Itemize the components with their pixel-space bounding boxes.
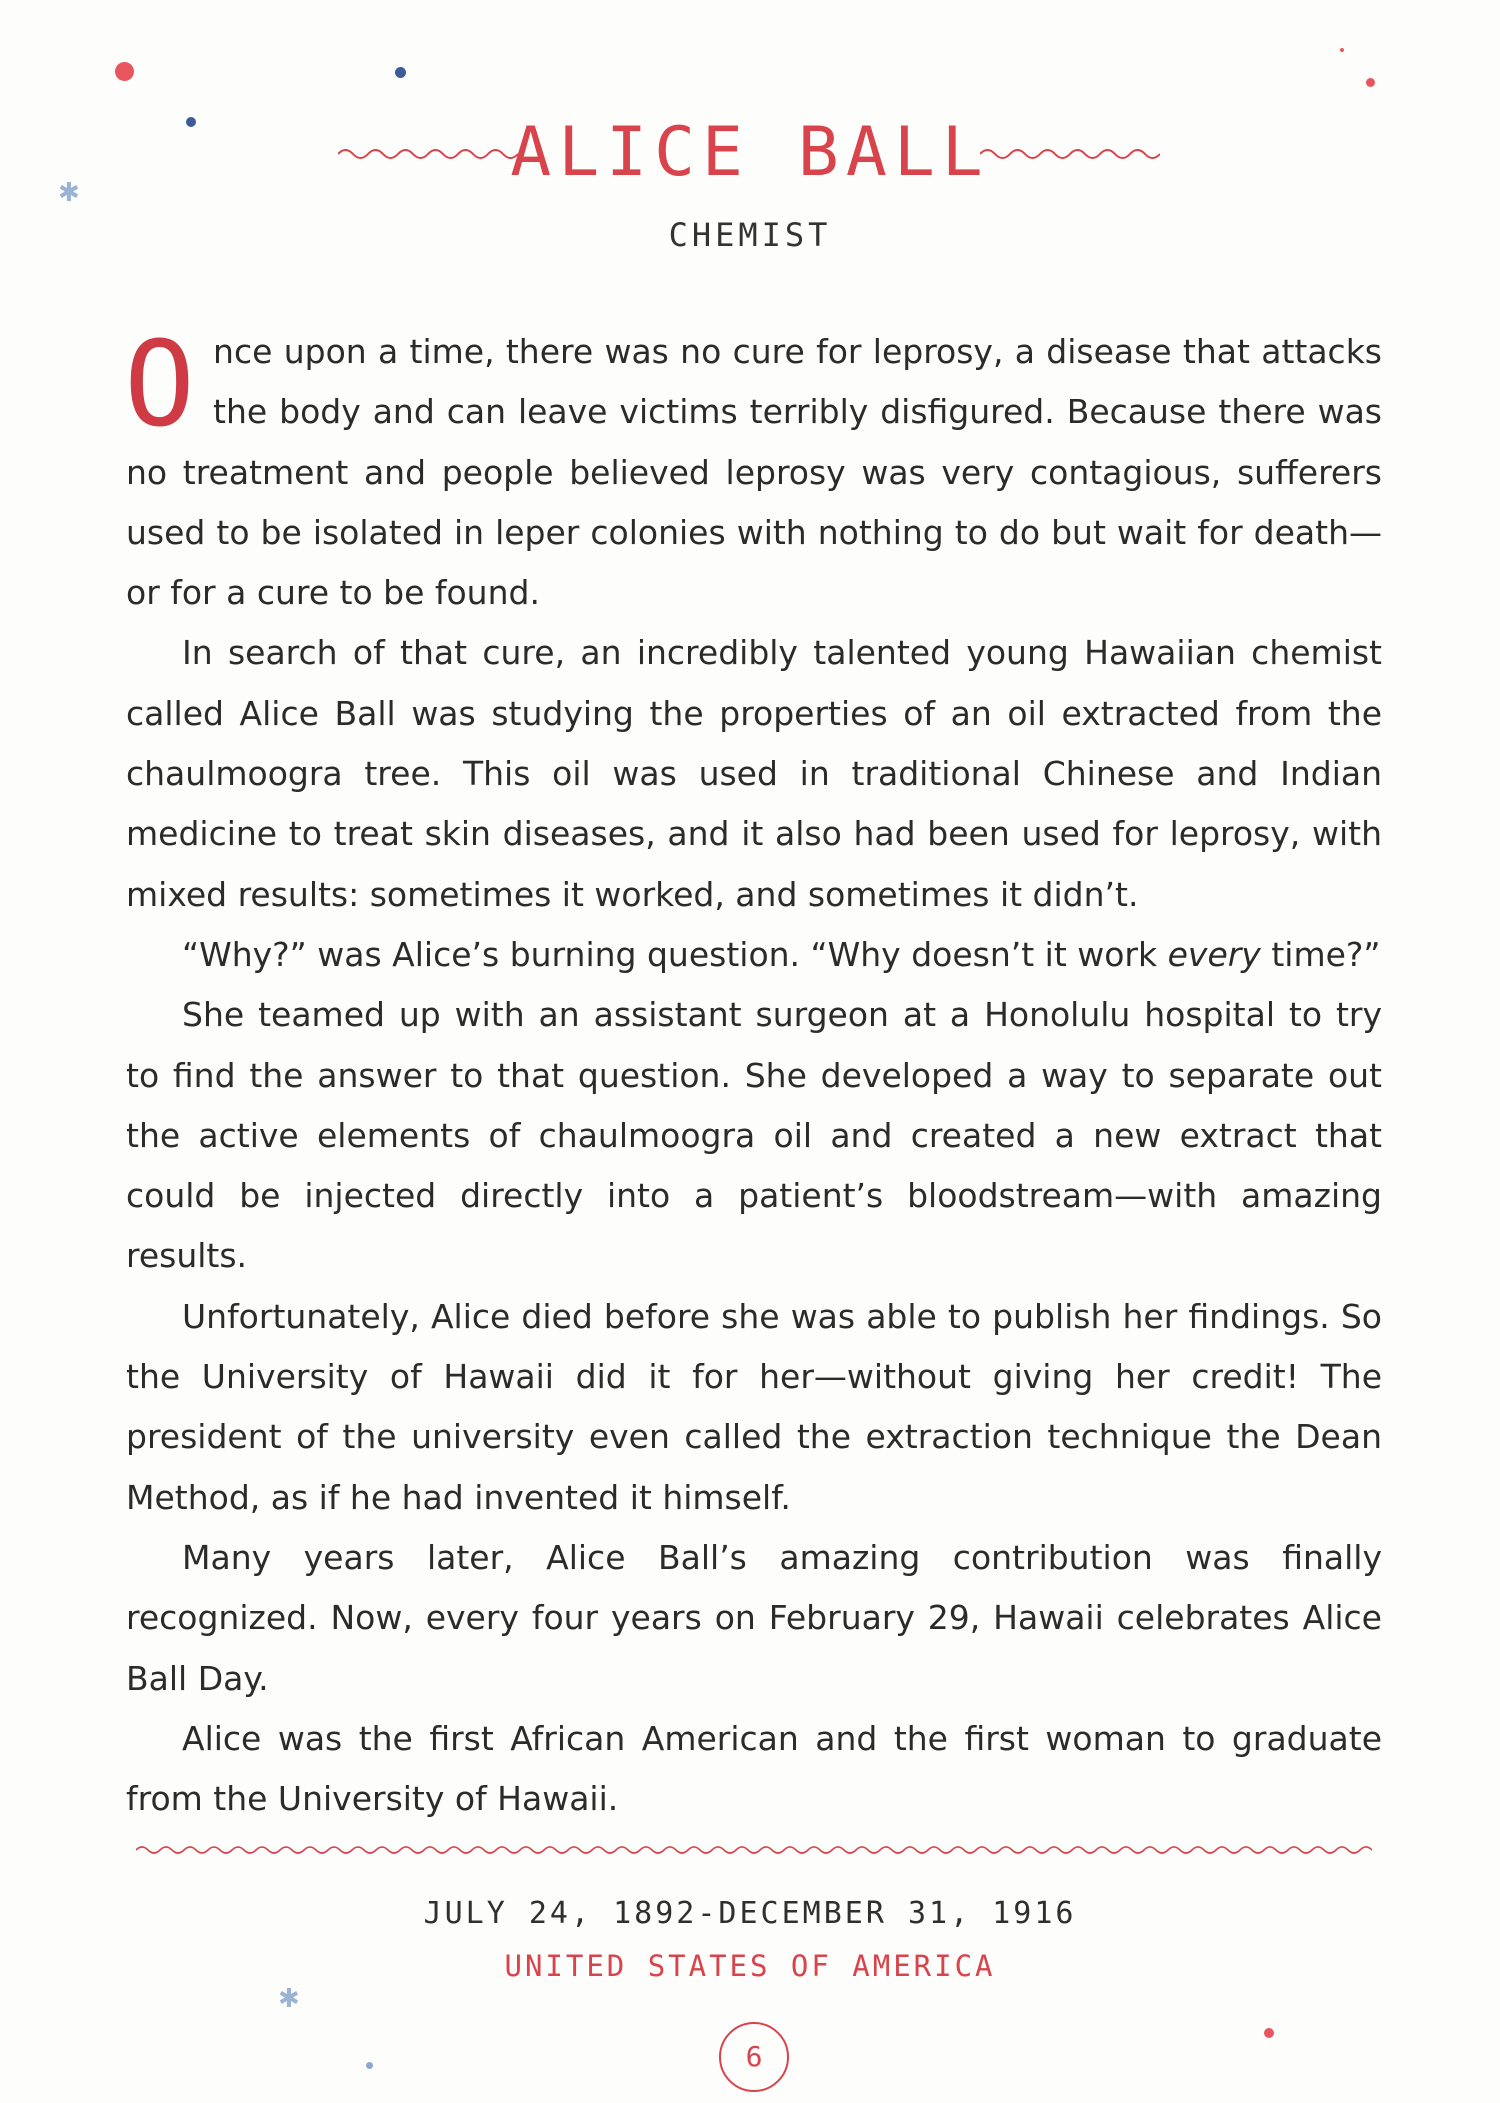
confetti-star-icon: ✱ — [278, 1984, 300, 2014]
title-squiggle-left — [338, 144, 518, 164]
confetti-dot-red — [1340, 48, 1344, 52]
confetti-dot-red — [1366, 78, 1375, 87]
confetti-dot-red — [115, 62, 134, 81]
profession-subtitle: CHEMIST — [668, 216, 832, 254]
title-squiggle-right — [980, 144, 1160, 164]
drop-cap: O — [124, 315, 196, 453]
paragraph-6: Many years later, Alice Ball’s amazing contribution was finally recognized. Now, every four years on February 29, Hawaii celebrates Alice Ball Day. — [126, 1537, 1382, 1698]
title-row — [0, 108, 1500, 198]
page-number: 6 — [719, 2022, 789, 2092]
biography-text — [124, 315, 1382, 1829]
confetti-dot-blue — [395, 67, 406, 78]
paragraph-5: Unfortunately, Alice died before she was able to publish her findings. So the University of Hawaii did it for her—without giving her credit! The president of the university even called the extraction technique the Dean Method, as if he had invented it himself. — [126, 1296, 1382, 1517]
life-dates: JULY 24, 1892-DECEMBER 31, 1916 — [423, 1896, 1077, 1931]
footer-squiggle-divider — [136, 1842, 1372, 1858]
paragraph-3: “Why?” was Alice’s burning question. “Why doesn’t it work every time?” — [182, 934, 1381, 974]
paragraph-4: She teamed up with an assistant surgeon at a Honolulu hospital to try to find the answer to that question. She developed a way to separate out the active elements of chaulmoogra oil and created a new extract that could be injected directly into a patient’s bloodstream—with amazing results. — [126, 995, 1382, 1276]
paragraph-7: Alice was the first African American and the first woman to graduate from the University of Hawaii. — [126, 1718, 1382, 1819]
country: UNITED STATES OF AMERICA — [504, 1949, 996, 1983]
confetti-dot-blue — [366, 2062, 373, 2069]
page-title: ALICE BALL — [510, 113, 990, 192]
paragraph-1: Once upon a time, there was no cure for leprosy, a disease that attacks the body and can leave victims terribly disfigured. Because there was no treatment and people believed leprosy was very contagious, sufferers used to be isolated in leper colonies with nothing to do but wait for death—or for a cure to be found. — [124, 315, 1382, 613]
paragraph-2: In search of that cure, an incredibly talented young Hawaiian chemist called Alice Ball was studying the properties of an oil extracted from the chaulmoogra tree. This oil was used in traditional Chinese and Indian medicine to treat skin diseases, and it also had been used for leprosy, with mixed results: sometimes it worked, and sometimes it didn’t. — [126, 633, 1382, 914]
confetti-dot-red — [1264, 2028, 1274, 2038]
confetti-star-icon: ✱ — [58, 178, 80, 208]
